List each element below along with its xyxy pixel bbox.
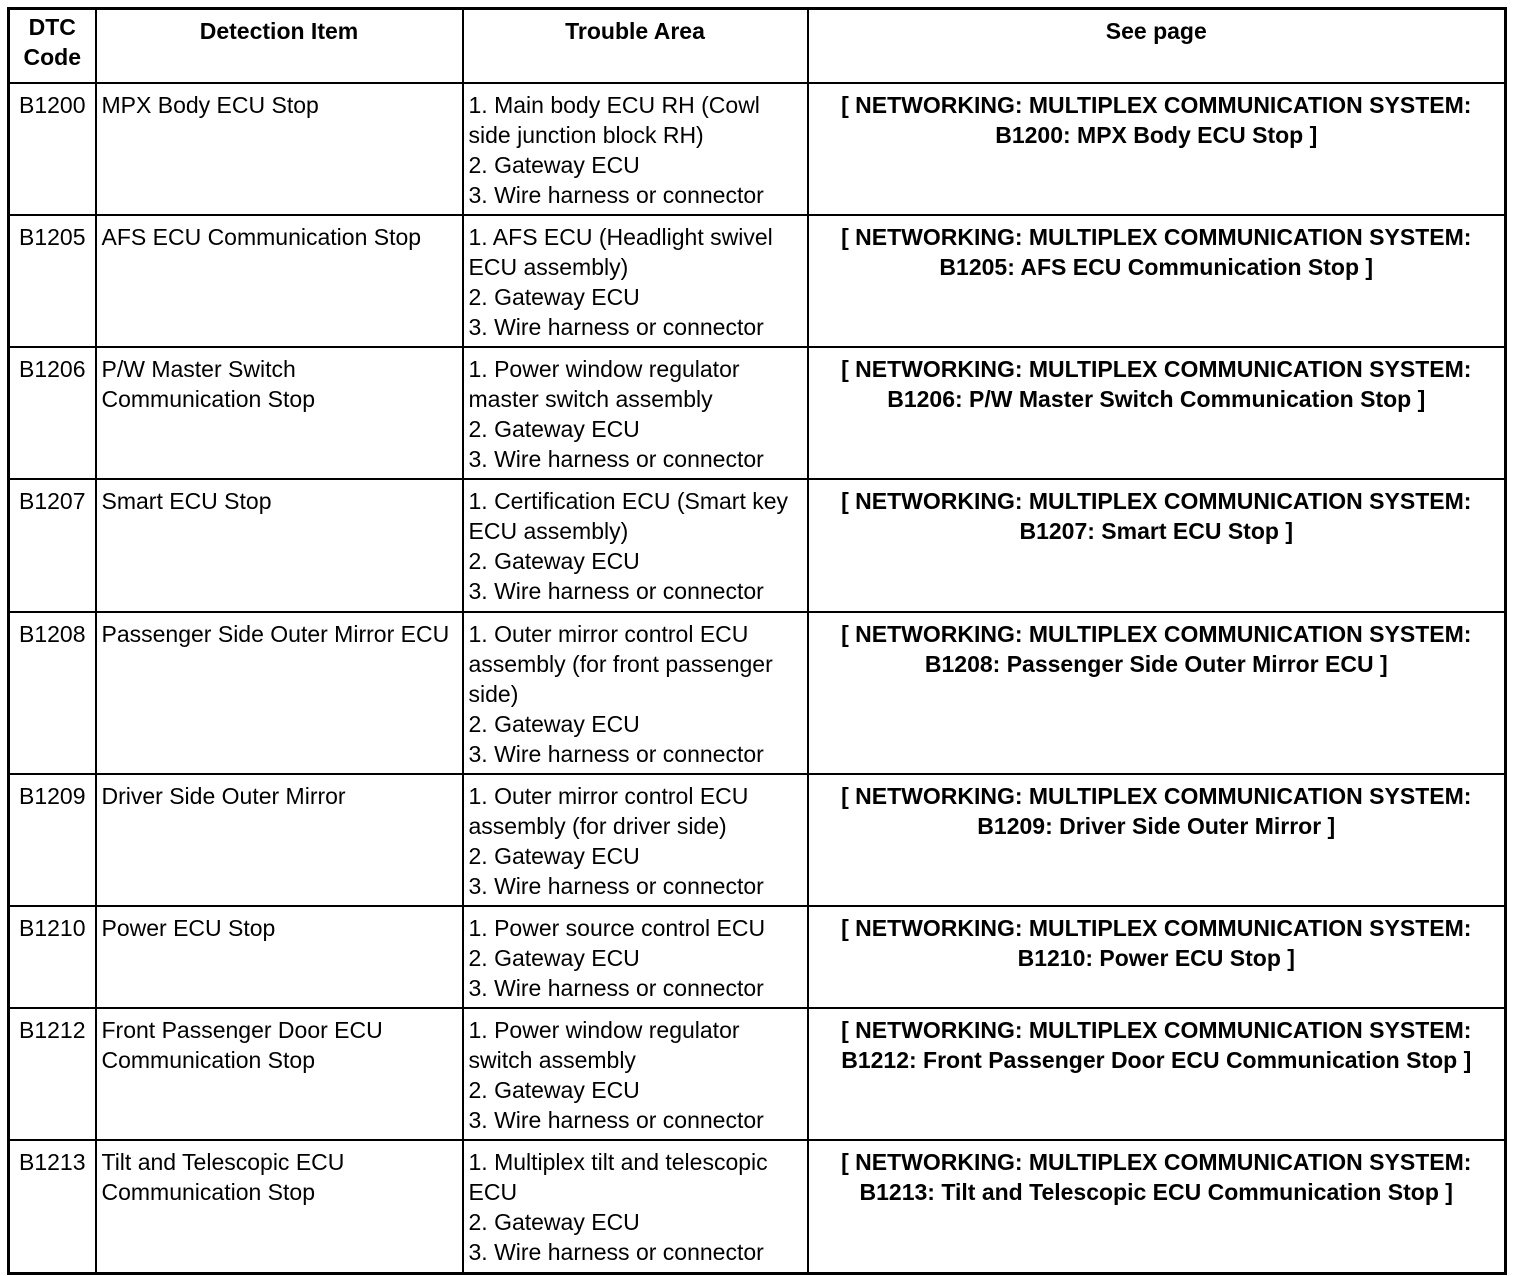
trouble-area-line: 2. Gateway ECU [468, 843, 640, 869]
detection-item-cell: MPX Body ECU Stop [96, 83, 463, 215]
trouble-area-line: 2. Gateway ECU [468, 416, 640, 442]
table-row [9, 1008, 1506, 1140]
trouble-area-line: 1. Multiplex tilt and telescopic ECU [468, 1149, 768, 1205]
trouble-area-line: 3. Wire harness or connector [468, 741, 764, 767]
table-row [9, 215, 1506, 347]
dtc-code-cell: B1209 [9, 774, 96, 906]
trouble-area-cell [463, 479, 808, 612]
trouble-area-line: 3. Wire harness or connector [468, 182, 764, 208]
trouble-area-line: 2. Gateway ECU [468, 945, 640, 971]
dtc-table [7, 7, 1507, 1275]
table-header [9, 9, 1506, 84]
trouble-area-cell [463, 1140, 808, 1273]
trouble-area-line: 3. Wire harness or connector [468, 1239, 764, 1265]
detection-item-cell: Front Passenger Door ECU Communication Stop [96, 1008, 463, 1140]
trouble-area-cell [463, 347, 808, 479]
see-page-link[interactable]: [ NETWORKING: MULTIPLEX COMMUNICATION SYSTEM: B1207: Smart ECU Stop ] [808, 479, 1506, 612]
table-row [9, 1140, 1506, 1273]
detection-item-cell: Passenger Side Outer Mirror ECU [96, 612, 463, 774]
table-row [9, 774, 1506, 906]
detection-item-cell: AFS ECU Communication Stop [96, 215, 463, 347]
trouble-area-cell [463, 612, 808, 774]
trouble-area-line: 3. Wire harness or connector [468, 1107, 764, 1133]
table-row [9, 83, 1506, 215]
trouble-area-line: 2. Gateway ECU [468, 284, 640, 310]
trouble-area-line: 3. Wire harness or connector [468, 578, 764, 604]
trouble-area-line: 1. Power window regulator master switch assembly [468, 356, 740, 412]
trouble-area-line: 1. Power source control ECU [468, 915, 766, 941]
trouble-area-line: 1. AFS ECU (Headlight swivel ECU assembly) [468, 224, 773, 280]
dtc-code-cell: B1206 [9, 347, 96, 479]
see-page-link[interactable]: [ NETWORKING: MULTIPLEX COMMUNICATION SYSTEM: B1210: Power ECU Stop ] [808, 906, 1506, 1008]
trouble-area-line: 2. Gateway ECU [468, 711, 640, 737]
header-trouble-area: Trouble Area [463, 9, 808, 84]
table-row [9, 479, 1506, 612]
trouble-area-cell [463, 774, 808, 906]
trouble-area-cell [463, 83, 808, 215]
header-dtc-code: DTC Code [9, 9, 96, 84]
see-page-link[interactable]: [ NETWORKING: MULTIPLEX COMMUNICATION SYSTEM: B1200: MPX Body ECU Stop ] [808, 83, 1506, 215]
dtc-code-cell: B1200 [9, 83, 96, 215]
trouble-area-cell [463, 1008, 808, 1140]
detection-item-cell: Tilt and Telescopic ECU Communication Stop [96, 1140, 463, 1273]
trouble-area-line: 1. Main body ECU RH (Cowl side junction block RH) [468, 92, 760, 148]
see-page-link[interactable]: [ NETWORKING: MULTIPLEX COMMUNICATION SYSTEM: B1208: Passenger Side Outer Mirror ECU ] [808, 612, 1506, 774]
table-body [9, 83, 1506, 1273]
trouble-area-line: 1. Outer mirror control ECU assembly (for driver side) [468, 783, 749, 839]
dtc-code-cell: B1208 [9, 612, 96, 774]
trouble-area-line: 3. Wire harness or connector [468, 314, 764, 340]
trouble-area-line: 1. Certification ECU (Smart key ECU assembly) [468, 488, 789, 544]
trouble-area-line: 2. Gateway ECU [468, 1077, 640, 1103]
see-page-link[interactable]: [ NETWORKING: MULTIPLEX COMMUNICATION SYSTEM: B1206: P/W Master Switch Communication Stop ] [808, 347, 1506, 479]
trouble-area-line: 3. Wire harness or connector [468, 446, 764, 472]
dtc-code-cell: B1207 [9, 479, 96, 612]
table-row [9, 347, 1506, 479]
see-page-link[interactable]: [ NETWORKING: MULTIPLEX COMMUNICATION SYSTEM: B1209: Driver Side Outer Mirror ] [808, 774, 1506, 906]
detection-item-cell: Driver Side Outer Mirror [96, 774, 463, 906]
trouble-area-line: 1. Power window regulator switch assembly [468, 1017, 740, 1073]
dtc-code-cell: B1205 [9, 215, 96, 347]
table-row [9, 906, 1506, 1008]
table-row [9, 612, 1506, 774]
header-row [9, 9, 1506, 84]
dtc-code-cell: B1212 [9, 1008, 96, 1140]
detection-item-cell: P/W Master Switch Communication Stop [96, 347, 463, 479]
trouble-area-line: 2. Gateway ECU [468, 152, 640, 178]
detection-item-cell: Power ECU Stop [96, 906, 463, 1008]
header-see-page: See page [808, 9, 1506, 84]
trouble-area-line: 3. Wire harness or connector [468, 873, 764, 899]
detection-item-cell: Smart ECU Stop [96, 479, 463, 612]
dtc-code-cell: B1213 [9, 1140, 96, 1273]
see-page-link[interactable]: [ NETWORKING: MULTIPLEX COMMUNICATION SYSTEM: B1212: Front Passenger Door ECU Communication Stop ] [808, 1008, 1506, 1140]
dtc-code-cell: B1210 [9, 906, 96, 1008]
trouble-area-line: 3. Wire harness or connector [468, 975, 764, 1001]
trouble-area-line: 1. Outer mirror control ECU assembly (for front passenger side) [468, 621, 773, 707]
trouble-area-line: 2. Gateway ECU [468, 1209, 640, 1235]
trouble-area-cell [463, 906, 808, 1008]
trouble-area-line: 2. Gateway ECU [468, 548, 640, 574]
trouble-area-cell [463, 215, 808, 347]
header-detection-item: Detection Item [96, 9, 463, 84]
see-page-link[interactable]: [ NETWORKING: MULTIPLEX COMMUNICATION SYSTEM: B1213: Tilt and Telescopic ECU Communication Stop ] [808, 1140, 1506, 1273]
see-page-link[interactable]: [ NETWORKING: MULTIPLEX COMMUNICATION SYSTEM: B1205: AFS ECU Communication Stop ] [808, 215, 1506, 347]
